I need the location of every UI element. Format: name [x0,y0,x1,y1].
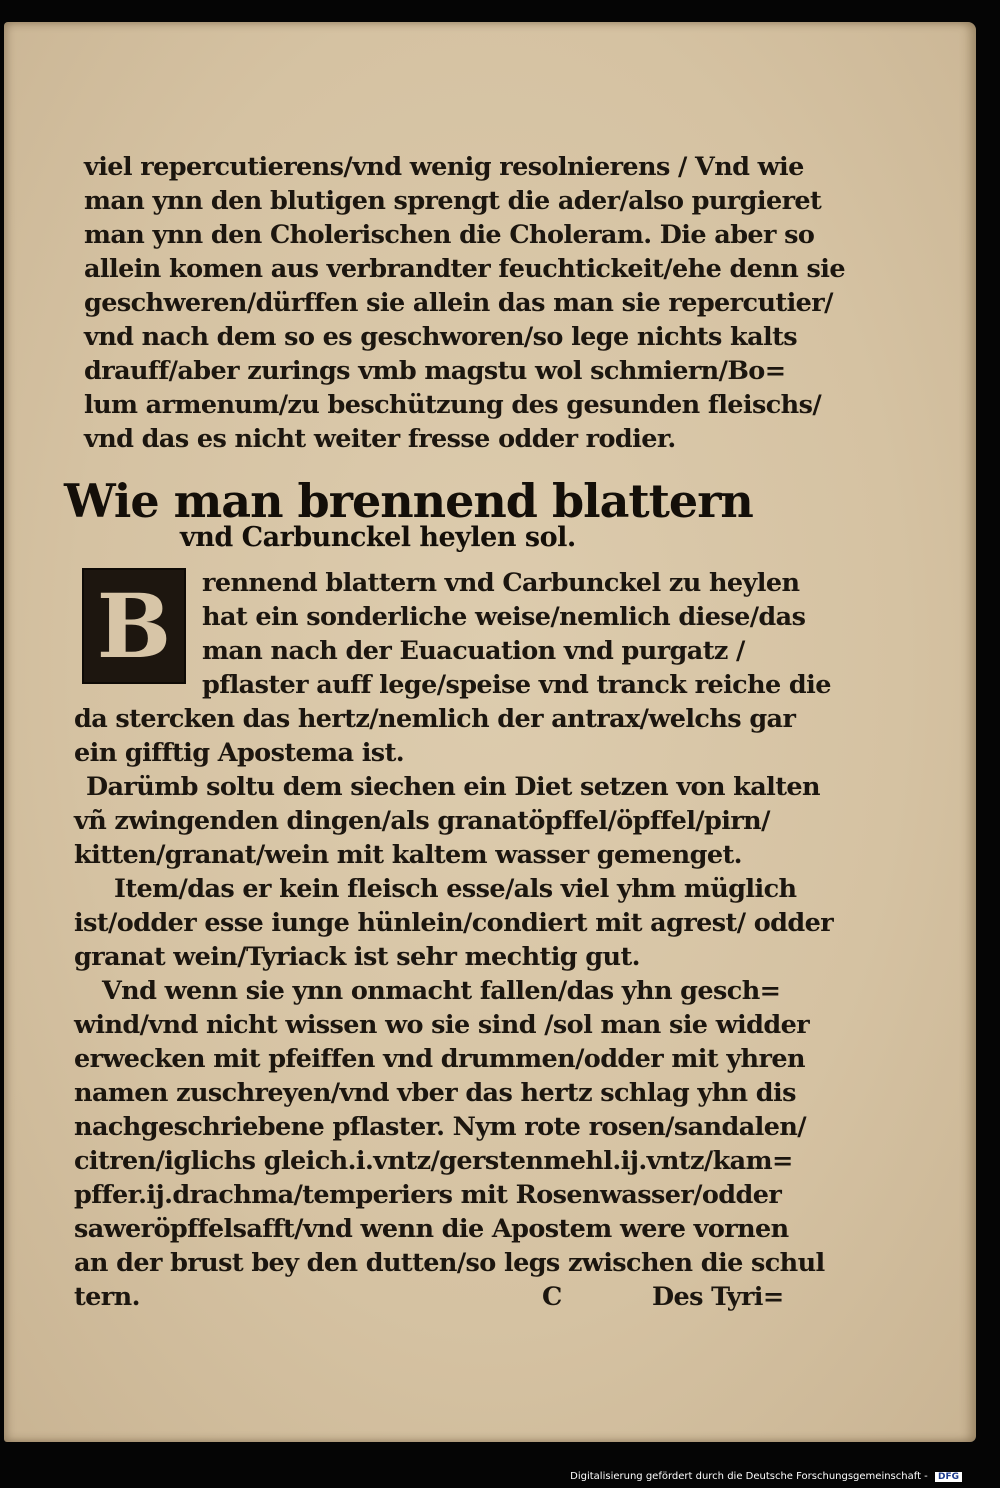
dfg-logo: DFG [935,1472,962,1482]
text-line: Vnd wenn sie ynn onmacht fallen/das yhn gesch= [102,976,781,1006]
text-line: viel repercutierens/vnd wenig resolnierens / Vnd wie [84,152,804,182]
text-line: vnd nach dem so es geschworen/so lege nichts kalts [84,322,798,352]
text-line: da stercken das hertz/nemlich der antrax/welchs gar [74,704,796,734]
text-line: Item/das er kein fleisch esse/als viel yhm müglich [114,874,797,904]
text-line: vnd das es nicht weiter fresse odder rodier. [84,424,676,454]
funding-footer [570,1471,962,1482]
text-line: man nach der Euacuation vnd purgatz / [202,636,745,666]
text-line: nachgeschriebene pflaster. Nym rote rosen/sandalen/ [74,1112,806,1142]
decorated-initial [82,568,186,684]
text-line: pflaster auff lege/speise vnd tranck reiche die [202,670,831,700]
text-line: ist/odder esse iunge hünlein/condiert mit agrest/ odder [74,908,834,938]
text-line: rennend blattern vnd Carbunckel zu heylen [202,568,800,598]
text-line: citren/iglichs gleich.i.vntz/gerstenmehl.ij.vntz/kam= [74,1146,793,1176]
text-line: erwecken mit pfeiffen vnd drummen/odder mit yhren [74,1044,805,1074]
section-subheading: vnd Carbunckel heylen sol. [180,522,576,553]
funding-text: Digitalisierung gefördert durch die Deutsche Forschungsgemeinschaft - [570,1471,928,1482]
initial-letter: B [96,574,172,678]
text-line: namen zuschreyen/vnd vber das hertz schlag yhn dis [74,1078,796,1108]
section-heading: Wie man brennend blattern [64,474,753,528]
text-line: wind/vnd nicht wissen wo sie sind /sol man sie widder [74,1010,810,1040]
text-line: saweröpffelsafft/vnd wenn die Apostem were vornen [74,1214,789,1244]
text-line: ein gifftig Apostema ist. [74,738,405,768]
text-line: kitten/granat/wein mit kaltem wasser gemenget. [74,840,742,870]
text-line: lum armenum/zu beschützung des gesunden fleischs/ [84,390,822,420]
text-line: man ynn den Cholerischen die Choleram. Die aber so [84,220,815,250]
text-line: hat ein sonderliche weise/nemlich diese/das [202,602,806,632]
catchword: Des Tyri= [652,1282,784,1312]
text-line: vñ zwingenden dingen/als granatöpffel/öpffel/pirn/ [74,806,770,836]
text-line: granat wein/Tyriack ist sehr mechtig gut. [74,942,640,972]
text-line: drauff/aber zurings vmb magstu wol schmiern/Bo= [84,356,786,386]
text-line: allein komen aus verbrandter feuchtickeit/ehe denn sie [84,254,845,284]
book-page [4,22,976,1442]
signature-mark: C [542,1282,562,1312]
text-line: man ynn den blutigen sprengt die ader/also purgieret [84,186,822,216]
text-line: tern. [74,1282,140,1312]
text-line: pffer.ij.drachma/temperiers mit Rosenwasser/odder [74,1180,782,1210]
text-line: an der brust bey den dutten/so legs zwischen die schul [74,1248,825,1278]
text-line: geschweren/dürffen sie allein das man sie repercutier/ [84,288,833,318]
text-line: Darümb soltu dem siechen ein Diet setzen von kalten [86,772,820,802]
